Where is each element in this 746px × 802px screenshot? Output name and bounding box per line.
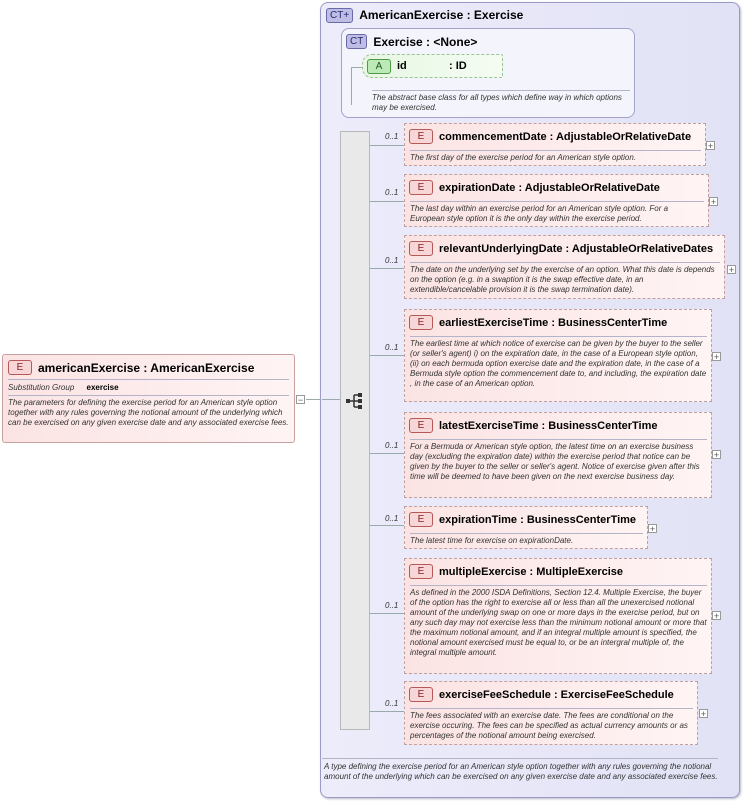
connector-0 [370,145,404,146]
attribute-badge: A [367,59,391,74]
attribute-name: id [397,60,407,72]
expand-button[interactable]: + [728,265,735,275]
occurrence-label: 0..1 [385,256,399,265]
element-exercise-fee-schedule[interactable] [404,681,698,745]
attribute-id [362,54,503,78]
connector-5 [370,525,404,526]
element-title: expirationDate : AdjustableOrRelativeDate [439,181,660,194]
element-title: relevantUnderlyingDate : AdjustableOrRelativeDates [439,242,714,255]
expand-button[interactable]: + [713,611,720,621]
connector-2 [370,268,404,269]
expand-glyph: + [343,9,350,21]
root-element-description: The parameters for defining the exercise period for an American style option together with any rules governing the notional amount of the underlying which can be exercised on any given exercise date and any associated exercise fees. [8,398,289,427]
occurrence-label: 0..1 [385,699,399,708]
element-badge: E [409,315,433,330]
substitution-group [8,383,119,393]
base-type-badge: CT [346,34,367,49]
element-badge: E [409,512,433,527]
element-title: expirationTime : BusinessCenterTime [439,513,637,526]
element-description: The fees associated with an exercise date. The fees are conditional on the exercise occuring. The fees can be specified as actual currency amounts or as percentages of the notional amount being exercised. [410,711,688,740]
base-type-title: Exercise : <None> [373,34,478,49]
element-description: The date on the underlying set by the exercise of an option. What this date is depends on the option (e.g. in a swaption it is the swap effective date, in an extendible/cancelable provision it is the swap termination date). [410,265,715,294]
expand-button[interactable]: + [649,524,656,534]
element-earliest-exercise-time[interactable] [404,309,712,402]
connector-3 [370,355,404,356]
connector-4 [370,453,404,454]
base-type-separator [372,90,630,91]
complex-type-description: A type defining the exercise period for an American style option together with any rules governing the notional amount of the underlying which can be exercised on any given exercise date and any associated exercise fees. [324,762,718,781]
sequence-connector [322,399,340,400]
element-badge: E [409,687,433,702]
element-commencement-date[interactable] [404,123,706,166]
occurrence-label: 0..1 [385,132,399,141]
element-badge: E [409,241,433,256]
occurrence-label: 0..1 [385,601,399,610]
element-description: The latest time for exercise on expirationDate. [410,536,574,545]
substitution-group-value: exercise [86,383,119,392]
complex-type-badge: CT + [326,8,353,23]
expand-button[interactable]: + [700,709,707,719]
sequence-compositor [340,131,370,730]
element-title: exerciseFeeSchedule : ExerciseFeeSchedule [439,688,674,701]
complex-type-header [326,7,523,23]
element-badge: E [409,180,433,195]
sequence-icon [346,392,364,410]
element-description: The first day of the exercise period for an American style option. [410,153,637,162]
occurrence-label: 0..1 [385,514,399,523]
element-title: commencementDate : AdjustableOrRelativeDate [439,130,692,143]
element-badge: E [409,418,433,433]
element-relevant-underlying-date[interactable] [404,235,725,299]
expand-button[interactable]: + [707,141,714,151]
expand-button[interactable]: + [710,197,717,207]
root-element-title: americanExercise : AmericanExercise [38,360,255,375]
root-element-american-exercise[interactable] [2,354,295,443]
element-badge: E [409,564,433,579]
element-description: For a Bermuda or American style option, the latest time on an exercise business day (excluding the expiration date) within the exercise period that notice can be given by the buyer to the seller or seller's agent. Notice of exercise given after this time will be deemed to have been given on the next exercise business day. [410,442,700,481]
connector-1 [370,201,404,202]
element-expiration-date[interactable] [404,174,709,227]
occurrence-label: 0..1 [385,188,399,197]
element-title: latestExerciseTime : BusinessCenterTime [439,419,658,432]
element-badge: E [409,129,433,144]
element-title: earliestExerciseTime : BusinessCenterTime [439,316,668,329]
collapse-button[interactable]: − [297,395,304,405]
element-description: As defined in the 2000 ISDA Definitions, Section 12.4. Multiple Exercise, the buyer of the option has the right to exercise all or less than all the unexercised notional amount of the underlying swap on one or more days in the exercise period, but on any such day may not exercise less than the minimum notional amount or more that the maximum notional amount, and if an integral multiple amount is specified, the notional amount exercised must be equal to, or be an intergral multiple of, the integral multiple amount. [410,588,707,657]
expand-button[interactable]: + [713,450,720,460]
occurrence-label: 0..1 [385,441,399,450]
element-latest-exercise-time[interactable] [404,412,712,498]
complex-type-title: AmericanExercise : Exercise [359,8,524,22]
attr-connector-vertical [351,67,352,105]
attribute-type: : ID [449,60,467,72]
connector-7 [370,711,404,712]
connector-6 [370,613,404,614]
attr-connector [351,67,362,68]
element-description: The earliest time at which notice of exercise can be given by the buyer to the seller (or seller's agent) i) on the expiration date, in the case of a European style option, (ii) on each bermuda option exercise date and the expiration date, in the case of a Bermuda style option the commencement date to, and including, the expiration date , in the case of an American option. [410,339,707,388]
expand-button[interactable]: + [713,352,720,362]
element-description: The last day within an exercise period for an American style option. For a European style option it is the only day within the exercise period. [410,204,669,223]
complex-type-separator [322,758,718,759]
element-title: multipleExercise : MultipleExercise [439,565,624,578]
element-multiple-exercise[interactable] [404,558,712,674]
element-expiration-time[interactable] [404,506,648,549]
root-connector [306,399,320,400]
occurrence-label: 0..1 [385,343,399,352]
base-type-header [346,34,477,49]
base-type-description: The abstract base class for all types which define way in which options may be exercised. [372,93,622,112]
root-element-badge: E [8,360,32,375]
substitution-group-label: Substitution Group [8,383,75,392]
